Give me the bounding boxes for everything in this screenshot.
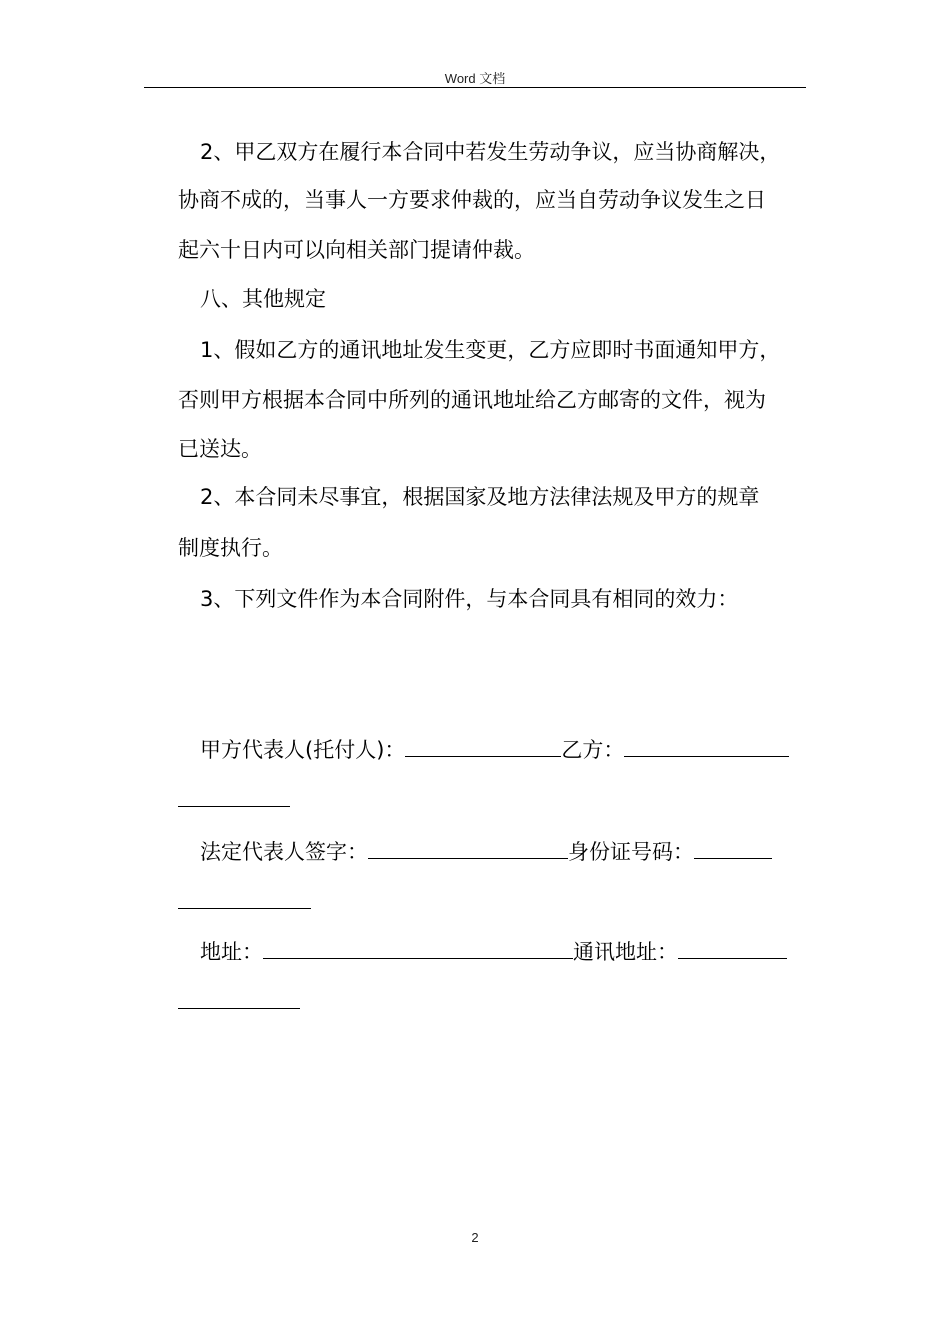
signature-row-address-continued [178, 984, 300, 1017]
paragraph-line: 协商不成的，当事人一方要求仲裁的，应当自劳动争议发生之日 [178, 188, 766, 212]
id-number-label: 身份证号码： [568, 840, 694, 864]
party-a-rep-label: 甲方代表人(托付人)： [200, 738, 406, 762]
paragraph-line: 起六十日内可以向相关部门提请仲裁。 [178, 238, 535, 262]
address-blank[interactable] [263, 934, 573, 959]
address-label: 地址： [200, 940, 263, 964]
header-divider [144, 87, 806, 88]
signature-row-legal-rep [200, 834, 772, 867]
signature-row-address [200, 934, 787, 967]
signature-row-legal-rep-continued [178, 884, 311, 917]
id-number-blank-continued[interactable] [178, 884, 311, 909]
legal-rep-sign-blank[interactable] [368, 834, 568, 859]
contact-address-label: 通讯地址： [573, 940, 678, 964]
id-number-blank[interactable] [694, 834, 772, 859]
paragraph-line: 制度执行。 [178, 536, 283, 560]
section-heading: 八、其他规定 [200, 287, 326, 311]
signature-row-party-continued [178, 782, 290, 815]
party-a-rep-blank[interactable] [405, 732, 561, 757]
paragraph-line: 2、本合同未尽事宜，根据国家及地方法律法规及甲方的规章 [200, 485, 760, 509]
paragraph-line: 3、下列文件作为本合同附件，与本合同具有相同的效力： [200, 587, 739, 611]
paragraph-line: 已送达。 [178, 437, 262, 461]
party-b-label: 乙方： [561, 738, 625, 762]
party-b-blank-continued[interactable] [178, 782, 290, 807]
contact-address-blank[interactable] [678, 934, 787, 959]
paragraph-line: 否则甲方根据本合同中所列的通讯地址给乙方邮寄的文件，视为 [178, 388, 766, 412]
page-number: 2 [471, 1230, 479, 1245]
party-b-blank[interactable] [624, 732, 789, 757]
legal-rep-sign-label: 法定代表人签字： [200, 840, 368, 864]
page-header-title: Word 文档 [444, 71, 506, 86]
contact-address-blank-continued[interactable] [178, 984, 300, 1009]
paragraph-line: 1、假如乙方的通讯地址发生变更，乙方应即时书面通知甲方， [200, 338, 781, 362]
paragraph-line: 2、甲乙双方在履行本合同中若发生劳动争议，应当协商解决， [200, 140, 781, 164]
signature-row-party [200, 732, 789, 765]
